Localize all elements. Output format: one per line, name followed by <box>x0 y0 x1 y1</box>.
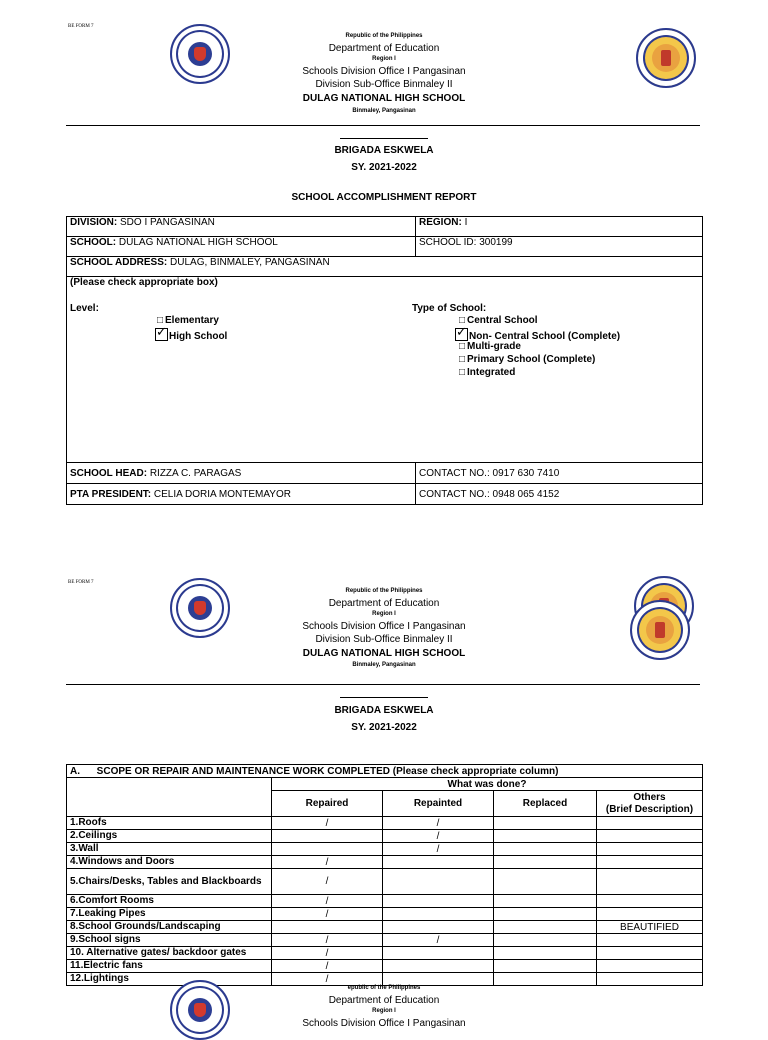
repaired-cell: / <box>272 895 383 908</box>
division-office-text: Schools Division Office I Pangasinan <box>302 66 466 77</box>
program-title: BRIGADA ESKWELA <box>334 705 434 716</box>
check-note: (Please check appropriate box) <box>70 277 218 288</box>
col-repaired: Repaired <box>272 791 383 817</box>
replaced-cell <box>494 856 597 869</box>
others-cell <box>597 947 703 960</box>
level-option-high-school[interactable]: ✓High School <box>155 328 227 342</box>
school-info-table <box>66 216 703 505</box>
col-repainted: Repainted <box>383 791 494 817</box>
work-item-cell: 6.Comfort Rooms <box>67 895 272 908</box>
repaired-cell: / <box>272 947 383 960</box>
item-header-cell <box>67 778 272 817</box>
divider <box>66 684 700 685</box>
others-cell <box>597 960 703 973</box>
checkbox-checked-icon <box>155 328 168 341</box>
repaired-cell: / <box>272 973 383 986</box>
repainted-cell: / <box>383 830 494 843</box>
form-label: BE FORM 7 <box>68 24 94 29</box>
level-option-elementary[interactable]: □ Elementary <box>156 315 219 326</box>
school-year: SY. 2021-2022 <box>351 162 417 173</box>
replaced-cell <box>494 921 597 934</box>
work-item-cell: 7.Leaking Pipes <box>67 908 272 921</box>
work-item-cell: 5.Chairs/Desks, Tables and Blackboards <box>67 869 272 895</box>
divider <box>340 697 428 698</box>
school-seal-icon <box>630 600 690 660</box>
repaired-cell: / <box>272 869 383 895</box>
repaired-cell: / <box>272 856 383 869</box>
replaced-cell <box>494 830 597 843</box>
repainted-cell <box>383 908 494 921</box>
table-row <box>67 947 703 960</box>
col-others: Others (Brief Description) <box>597 791 703 817</box>
school-id-cell: SCHOOL ID: 300199 <box>416 237 703 257</box>
repaired-cell: / <box>272 934 383 947</box>
work-item-cell: 3.Wall <box>67 843 272 856</box>
form-label: BE FORM 7 <box>68 580 94 585</box>
col-replaced: Replaced <box>494 791 597 817</box>
checkbox-checked-icon <box>455 328 468 341</box>
table-row <box>67 856 703 869</box>
others-cell <box>597 817 703 830</box>
division-cell: DIVISION: SDO I PANGASINAN <box>67 217 416 237</box>
others-cell: BEAUTIFIED <box>597 921 703 934</box>
department-text: Department of Education <box>328 598 440 609</box>
replaced-cell <box>494 960 597 973</box>
school-seal-icon <box>636 28 696 88</box>
republic-text: Republic of the Philippines <box>345 33 423 39</box>
replaced-cell <box>494 908 597 921</box>
divider <box>66 125 700 126</box>
repaired-cell: / <box>272 817 383 830</box>
table-row <box>67 830 703 843</box>
school-name-heading: DULAG NATIONAL HIGH SCHOOL <box>302 648 466 659</box>
replaced-cell <box>494 869 597 895</box>
repainted-cell: / <box>383 843 494 856</box>
table-row <box>67 960 703 973</box>
work-item-cell: 11.Electric fans <box>67 960 272 973</box>
division-office-text: Schools Division Office I Pangasinan <box>302 1018 466 1029</box>
work-item-cell: 8.School Grounds/Landscaping <box>67 921 272 934</box>
replaced-cell <box>494 895 597 908</box>
work-rows <box>67 817 703 986</box>
division-office-text: Schools Division Office I Pangasinan <box>302 621 466 632</box>
deped-seal-icon <box>170 980 230 1040</box>
others-cell <box>597 973 703 986</box>
replaced-cell <box>494 843 597 856</box>
deped-seal-icon <box>170 578 230 638</box>
table-row <box>67 895 703 908</box>
table-row <box>67 869 703 895</box>
table-row <box>67 921 703 934</box>
work-item-cell: 4.Windows and Doors <box>67 856 272 869</box>
work-item-cell: 9.School signs <box>67 934 272 947</box>
region-text: Region I <box>372 1008 396 1014</box>
divider <box>340 138 428 139</box>
school-head-cell: SCHOOL HEAD: RIZZA C. PARAGAS <box>67 463 416 484</box>
repainted-cell <box>383 869 494 895</box>
department-text: Department of Education <box>328 995 440 1006</box>
repainted-cell <box>383 921 494 934</box>
repaired-cell: / <box>272 908 383 921</box>
table-row <box>67 973 703 986</box>
repainted-cell <box>383 947 494 960</box>
pta-president-cell: PTA PRESIDENT: CELIA DORIA MONTEMAYOR <box>67 484 416 505</box>
table-row <box>67 934 703 947</box>
level-label: Level: <box>70 303 99 314</box>
work-item-cell: 2.Ceilings <box>67 830 272 843</box>
work-item-cell: 1.Roofs <box>67 817 272 830</box>
repainted-cell <box>383 856 494 869</box>
work-completed-table <box>66 764 703 986</box>
head-contact-cell: CONTACT NO.: 0917 630 7410 <box>416 463 703 484</box>
republic-text: Republic of the Philippines <box>345 588 423 594</box>
republic-text: epublic of the Philippines <box>347 985 421 991</box>
type-label: Type of School: <box>412 303 487 314</box>
table-row <box>67 817 703 830</box>
deped-seal-icon <box>170 24 230 84</box>
school-name-heading: DULAG NATIONAL HIGH SCHOOL <box>302 93 466 104</box>
type-option-primary[interactable]: □ Primary School (Complete) <box>458 354 596 365</box>
type-option-multigrade[interactable]: □ Multi-grade <box>458 341 521 352</box>
repainted-cell: / <box>383 934 494 947</box>
work-item-cell: 12.Lightings <box>67 973 272 986</box>
repaired-cell <box>272 921 383 934</box>
school-year: SY. 2021-2022 <box>351 722 417 733</box>
department-text: Department of Education <box>328 43 440 54</box>
others-cell <box>597 869 703 895</box>
report-title: SCHOOL ACCOMPLISHMENT REPORT <box>291 192 477 203</box>
repaired-cell <box>272 843 383 856</box>
repainted-cell <box>383 973 494 986</box>
region-text: Region I <box>372 611 396 617</box>
type-option-central[interactable]: □ Central School <box>458 315 538 326</box>
table-row <box>67 843 703 856</box>
region-cell: REGION: I <box>416 217 703 237</box>
replaced-cell <box>494 817 597 830</box>
others-cell <box>597 908 703 921</box>
location-text: Binmaley, Pangasinan <box>352 108 416 114</box>
table-row <box>67 908 703 921</box>
work-item-cell: 10. Alternative gates/ backdoor gates <box>67 947 272 960</box>
what-done-header: What was done? <box>272 778 703 791</box>
others-cell <box>597 856 703 869</box>
others-cell <box>597 830 703 843</box>
program-title: BRIGADA ESKWELA <box>334 145 434 156</box>
others-cell <box>597 895 703 908</box>
repaired-cell <box>272 830 383 843</box>
region-text: Region I <box>372 56 396 62</box>
repainted-cell <box>383 960 494 973</box>
type-option-integrated[interactable]: □ Integrated <box>458 367 516 378</box>
replaced-cell <box>494 934 597 947</box>
repaired-cell: / <box>272 960 383 973</box>
location-text: Binmaley, Pangasinan <box>352 662 416 668</box>
others-cell <box>597 843 703 856</box>
type-option-non-central[interactable]: ✓Non- Central School (Complete) <box>455 328 620 342</box>
replaced-cell <box>494 973 597 986</box>
replaced-cell <box>494 947 597 960</box>
sub-office-text: Division Sub-Office Binmaley II <box>315 79 453 90</box>
section-title-cell: A. SCOPE OR REPAIR AND MAINTENANCE WORK COMPLETED (Please check appropriate column) <box>67 765 703 778</box>
school-type-cell <box>67 277 703 463</box>
school-cell: SCHOOL: DULAG NATIONAL HIGH SCHOOL <box>67 237 416 257</box>
sub-office-text: Division Sub-Office Binmaley II <box>315 634 453 645</box>
repainted-cell <box>383 895 494 908</box>
pta-contact-cell: CONTACT NO.: 0948 065 4152 <box>416 484 703 505</box>
others-cell <box>597 934 703 947</box>
address-cell: SCHOOL ADDRESS: DULAG, BINMALEY, PANGASINAN <box>67 257 703 277</box>
repainted-cell: / <box>383 817 494 830</box>
